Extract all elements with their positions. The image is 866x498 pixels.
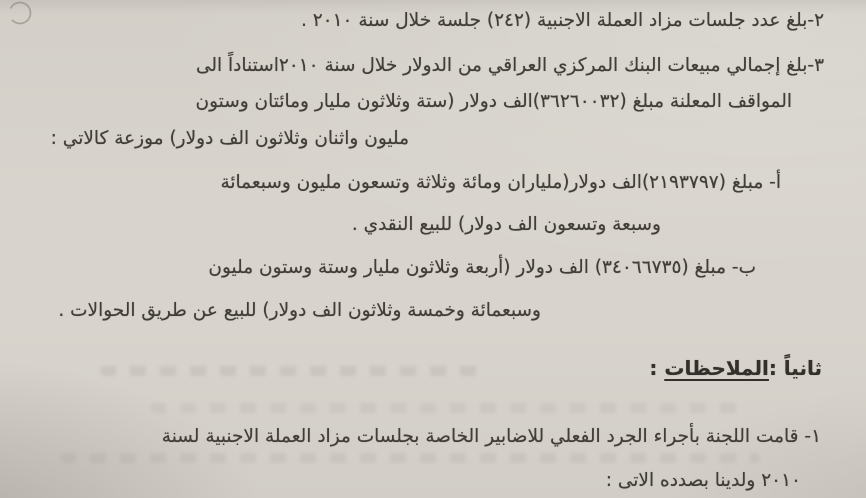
note-1-line-2: ٢٠١٠ ولدينا بصدده الاتى :	[605, 470, 801, 491]
sub-item-a-line-1: أ- مبلغ (٢١٩٣٧٩٧)الف دولار(ملياران ومائة وثلاثة وتسعون مليون وسبعمائة	[220, 172, 781, 193]
bleedthrough-smudge	[150, 403, 750, 413]
item-3-line-2: المواقف المعلنة مبلغ (٣٦٢٦٠٠٣٢)الف دولار (ستة وثلاثون مليار ومائتان وستون	[195, 91, 792, 112]
sub-item-a-line-2: وسبعة وتسعون الف دولار) للبيع النقدي .	[351, 214, 661, 235]
item-3-line-3: مليون واثنان وثلاثون الف دولار) موزعة كالاتي :	[50, 128, 409, 149]
section-heading-suffix: :	[649, 356, 665, 380]
bleedthrough-smudge	[100, 366, 480, 376]
section-heading-title: الملاحظات	[664, 356, 769, 380]
item-2-line: ٢-بلغ عدد جلسات مزاد العملة الاجنبية (٢٤٢) جلسة خلال سنة ٢٠١٠ .	[300, 10, 824, 31]
section-heading-prefix: ثانياً :	[768, 356, 822, 380]
note-1-line-1: ١- قامت اللجنة بأجراء الجرد الفعلي للاضابير الخاصة بجلسات مزاد العملة الاجنبية لسنة	[161, 426, 821, 447]
sub-item-b-line-2: وسبعمائة وخمسة وثلاثون الف دولار) للبيع عن طريق الحوالات .	[58, 300, 541, 321]
section-heading	[649, 355, 822, 381]
item-3-line-1: ٣-بلغ إجمالي مبيعات البنك المركزي العراقي من الدولار خلال سنة ٢٠١٠استناداً الى	[195, 55, 824, 76]
sub-item-b-line-1: ب- مبلغ (٣٤٠٦٦٧٣٥) الف دولار (أربعة وثلاثون مليار وستة وستون مليون	[208, 257, 756, 278]
bleedthrough-smudge	[60, 453, 760, 463]
punch-hole-ring-mark	[3, 0, 49, 40]
